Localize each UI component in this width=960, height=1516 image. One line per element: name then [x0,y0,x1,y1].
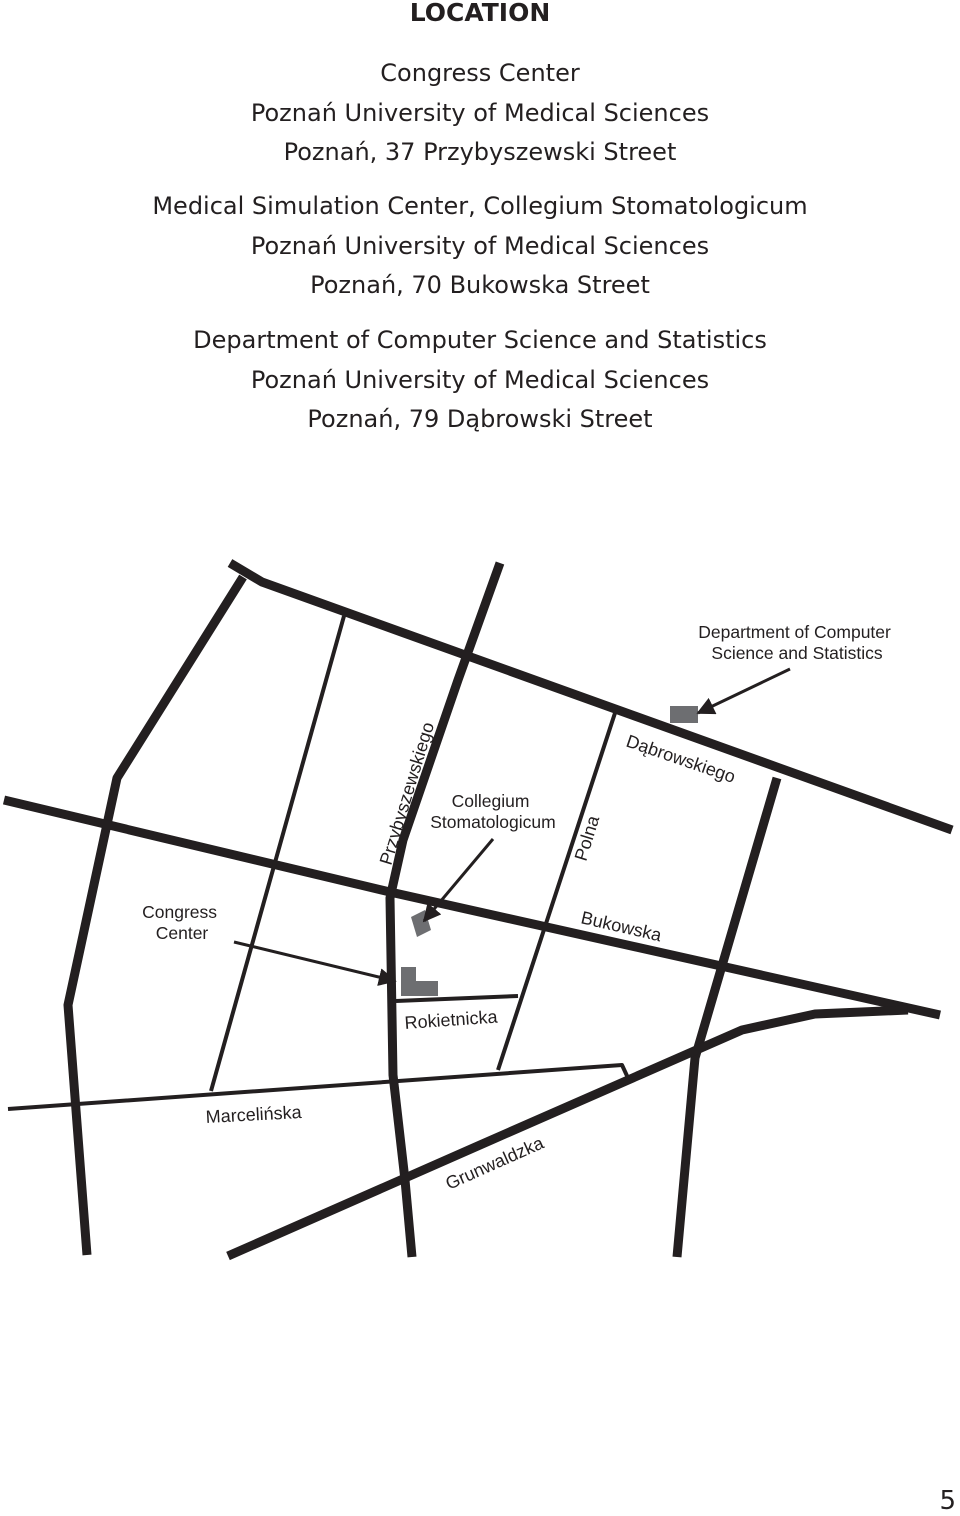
label-department-line-2: Science and Statistics [711,643,883,663]
address-name: Congress Center [380,59,580,87]
label-department [698,622,895,663]
address-congress-center [0,54,960,173]
address-street: Poznań, 70 Bukowska Street [310,271,650,299]
label-department-line-1: Department of Computer [698,622,891,642]
label-rokietnicka: Rokietnicka [403,1006,499,1033]
building-department [670,706,698,723]
address-department [0,321,960,440]
address-name: Department of Computer Science and Statistics [193,326,767,354]
label-grunwaldzka: Grunwaldzka [442,1132,547,1194]
label-congress-line-1: Congress [142,902,218,922]
address-street: Poznań, 37 Przybyszewski Street [283,138,677,166]
road-polna [498,713,615,1070]
address-street: Poznań, 79 Dąbrowski Street [307,405,653,433]
road-grunwaldzka [228,1010,908,1256]
road-marcelinska [8,1065,628,1109]
label-collegium-line-1: Collegium [451,791,530,811]
label-marcelinska: Marcelińska [205,1101,303,1127]
page-number: 5 [939,1486,956,1516]
label-collegium-line-2: Stomatologicum [430,812,556,832]
address-name: Medical Simulation Center, Collegium Stomatologicum [152,192,808,220]
address-simulation-center [0,187,960,306]
building-congress [401,967,438,996]
street-map [0,540,960,1280]
road-east [677,778,777,1257]
address-institution: Poznań University of Medical Sciences [250,231,710,260]
address-institution: Poznań University of Medical Sciences [250,98,710,127]
label-dabrowskiego: Dąbrowskiego [623,730,739,787]
page-heading: LOCATION [409,0,551,27]
label-polna: Polna [570,813,604,864]
label-bukowska: Bukowska [579,907,664,946]
arrow-congress [234,942,395,981]
label-congress [142,902,222,943]
arrow-department [698,669,790,713]
label-congress-line-2: Center [155,923,209,943]
road-rokietnicka [396,996,518,1001]
label-przybyszewskiego: Przybyszewskiego [375,719,439,868]
address-institution: Poznań University of Medical Sciences [250,365,710,394]
label-collegium [430,791,555,832]
